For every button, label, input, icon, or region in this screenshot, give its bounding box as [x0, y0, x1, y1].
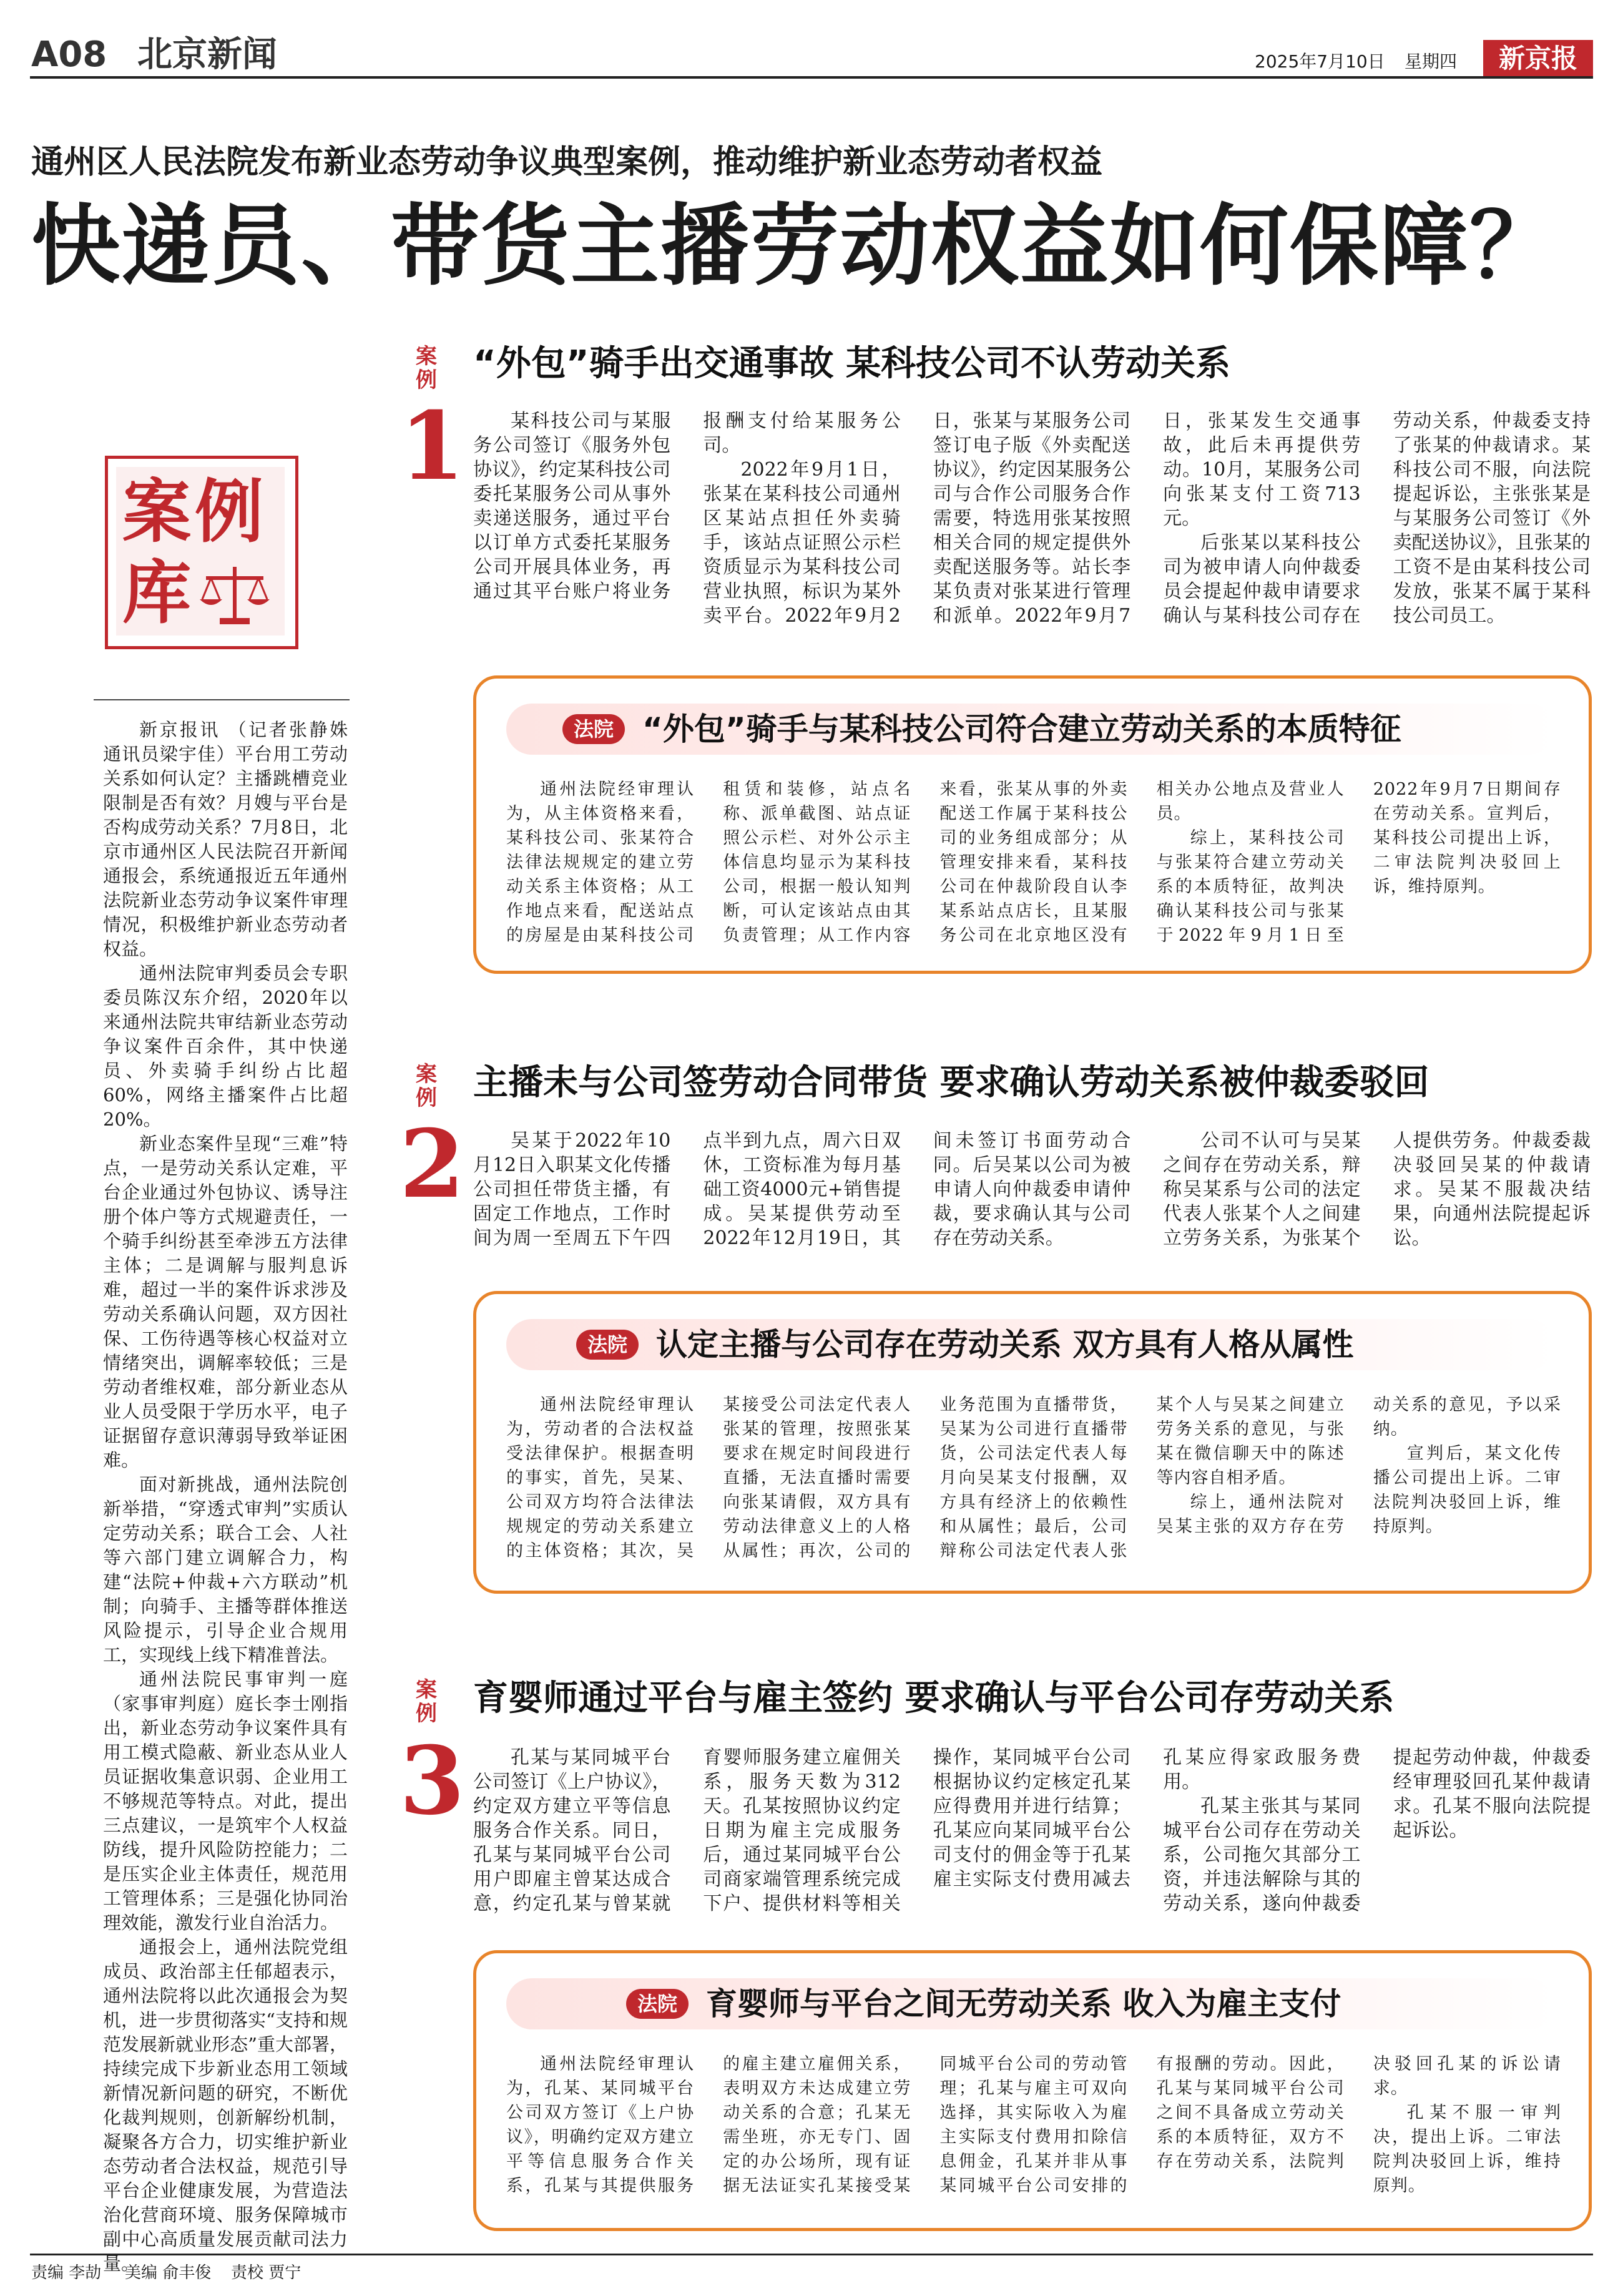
court-paragraph: 通州法院经审理认为，劳动者的合法权益受法律保护。根据查明的事实，首先，吴某、公司双方均符合法律法规规定的劳动关系建立的主体资格；其次，吴某接受公司法定代表人张某的管理，按照张某要求在规定时间段进行直播，无法直播时需要向张某请假，双方具有劳动法律意义上的人格从属性；再次，公司的业务范围为直播带货，吴某为公司进行直播带货，公司法定代表人每月向吴某支付报酬，双方具有经济上的依赖性和从属性；最后，公司辩称公司法定代表人张某个人与吴某之间建立劳务关系的意见，与张某在微信聊天中的陈述等内容自相矛盾。 [506, 1395, 1345, 1561]
case-body [473, 1745, 1591, 1920]
case-paragraph: 后张某以某科技公司为被申请人向仲裁委员会提起仲裁申请要求确认与某科技公司存在劳动关系，仲裁委支持了张某的仲裁请求。某科技公司不服，向法院提起诉讼，主张张某是与某服务公司签订《外卖配送协议》，且张某的工资不是由某科技公司发放，张某不属于某科技公司员工。 [1163, 410, 1591, 627]
case-label: 案例 [416, 344, 437, 393]
footer-designer: 美编 俞丰俊 [125, 2264, 212, 2282]
section-name: 北京新闻 [137, 34, 277, 75]
footer-proofreader: 责校 贾宁 [231, 2264, 302, 2282]
badge-line1: 案例 [122, 472, 267, 552]
court-ruling-box [473, 675, 1592, 974]
case-body [473, 1129, 1591, 1253]
court-body [506, 777, 1561, 952]
case-paragraph: 某科技公司与某服务公司签订《服务外包协议》，约定某科技公司委托某服务公司从事外卖递送服务，通过平台以订单方式委托某服务公司开展具体业务，再通过其平台账户将业务报酬支付给某服务公司。 [473, 410, 901, 602]
court-tag: 法院 [576, 1330, 639, 1360]
masthead-rule [30, 76, 1593, 79]
court-paragraph: 宣判后，某文化传播公司提出上诉。二审法院判决驳回上诉，维持原判。 [1373, 1444, 1561, 1536]
case-label: 案例 [416, 1062, 437, 1111]
lead-article [103, 718, 348, 2276]
case-paragraph: 公司不认可与吴某之间存在劳动关系，辩称吴某系与公司的法定代表人张某个人之间建立劳务关系，为张某个人提供劳务。仲裁委裁决驳回吴某的仲裁请求。吴某不服裁决结果，向通州法院提起诉讼。 [1163, 1130, 1591, 1249]
court-title: 育婴师与平台之间无劳动关系 收入为雇主支付 [706, 1986, 1341, 2022]
badge-line2: 库 [122, 553, 191, 633]
lead-top-rule [94, 699, 350, 700]
case-title: 育婴师通过平台与雇主签约 要求确认与平台公司存劳动关系 [473, 1678, 1395, 1719]
court-paragraph: 通州法院经审理认为，孔某、某同城平台公司双方签订《上户协议》，明确约定双方建立平等信息服务合作关系，孔某与其提供服务的雇主建立雇佣关系，表明双方未达成建立劳动关系的合意；孔某无需坐班，亦无专门、固定的办公场所，现有证据无法证实孔某接受某同城平台公司的劳动管理；孔某与雇主可双向选择，其实际收入为雇主实际支付费用扣除信息佣金，孔某并非从事某同城平台公司安排的有报酬的劳动。因此，孔某与某同城平台公司之间不具备成立劳动关系的本质特征，双方不存在劳动关系，法院判决驳回孔某的诉讼请求。 [506, 2054, 1561, 2195]
lead-paragraph: 通州法院审判委员会专职委员陈汉东介绍，2020年以来通州法院共审结新业态劳动争议案件百余件，其中快递员、外卖骑手纠纷占比超60%，网络主播案件占比超20%。 [103, 963, 348, 1130]
footer-rule [30, 2254, 1593, 2255]
court-ruling-box [473, 1291, 1592, 1594]
lead-paragraph: 新业态案件呈现“三难”特点，一是劳动关系认定难，平台企业通过外包协议、诱导注册个体户等方式规避责任，一个骑手纠纷甚至牵涉五方法律主体；二是调解与服判息诉难，超过一半的案件诉求涉及劳动关系确认问题，双方因社保、工伤待遇等核心权益对立情绪突出，调解率较低；三是劳动者维权难，部分新业态从业人员受限于学历水平，电子证据留存意识薄弱导致举证困难。 [103, 1133, 348, 1471]
court-paragraph: 通州法院经审理认为，从主体资格来看，某科技公司、张某符合法律法规规定的建立劳动关系主体资格；从工作地点来看，配送站点的房屋是由某科技公司租赁和装修，站点名称、派单截图、站点证照公示栏、对外公示主体信息均显示为某科技公司，根据一般认知判断，可认定该站点由其负责管理；从工作内容来看，张某从事的外卖配送工作属于某科技公司的业务组成部分；从管理安排来看，某科技公司在仲裁阶段自认李某系站点店长，且某服务公司在北京地区没有相关办公地点及营业人员。 [506, 780, 1345, 945]
court-body [506, 2052, 1561, 2214]
case-title: “外包”骑手出交通事故 某科技公司不认劳动关系 [473, 343, 1231, 384]
case-number: 3 [400, 1726, 465, 1836]
issue-weekday: 星期四 [1405, 51, 1458, 72]
footer-editor: 责编 李劼 [31, 2264, 102, 2282]
case-paragraph: 2022年9月1日，张某在某科技公司通州区某站点担任外卖骑手，该站点证照公示栏资质显示为某科技公司营业执照，标识为某外卖平台。2022年9月2日，张某与某服务公司签订电子版《外卖配送协议》，约定因某服务公司与合作公司服务合作需要，特选用张某按照相关合同的规定提供外卖配送服务等。站长李某负责对张某进行管理和派单。2022年9月7日，张某发生交通事故，此后未再提供劳动。10月，某服务公司向张某支付工资713元。 [703, 410, 1361, 627]
scales-of-justice-icon [197, 561, 272, 629]
lead-paragraph: 通报会上，通州法院党组成员、政治部主任郁超表示，通州法院将以此次通报会为契机，进一步贯彻落实“支持和规范发展新就业形态”重大部署，持续完成下步新业态用工领域新情况新问题的研究，不断优化裁判规则，创新解纷机制，凝聚各方合力，切实维护新业态劳动者合法权益，规范引导平台企业健康发展，为营造法治化营商环境、服务保障城市副中心高质量发展贡献司法力量。 [103, 1936, 348, 2274]
lead-paragraph: 通州法院民事审判一庭（家事审判庭）庭长李士刚指出，新业态劳动争议案件具有用工模式隐蔽、新业态从业人员证据收集意识弱、企业用工不够规范等特点。对此，提出三点建议，一是筑牢个人权益防线，提升风险防控能力；二是压实企业主体责任，规范用工管理体系；三是强化协同治理效能，激发行业自治活力。 [103, 1669, 348, 1933]
case-paragraph: 吴某于2022年10月12日入职某文化传播公司担任带货主播，有固定工作地点，工作时间为周一至周五下午四点半到九点，周六日双休，工资标准为每月基础工资4000元+销售提成。吴某提供劳动至2022年12月19日，其间未签订书面劳动合同。后吴某以公司为被申请人向仲裁委申请仲裁，要求确认其与公司存在劳动关系。 [473, 1130, 1131, 1249]
paper-logo: 新京报 [1483, 40, 1593, 77]
headline-subtitle: 通州区人民法院发布新业态劳动争议典型案例，推动维护新业态劳动者权益 [31, 144, 1103, 181]
case-library-badge [105, 456, 305, 655]
case-number: 2 [400, 1109, 465, 1219]
lead-paragraph: 新京报讯 （记者张静姝 通讯员梁宇佳）平台用工劳动关系如何认定？主播跳槽竞业限制是否有效？月嫂与平台是否构成劳动关系？7月8日，北京市通州区人民法院召开新闻通报会，系统通报近五年通州法院新业态劳动争议案件审理情况，积极维护新业态劳动者权益。 [103, 719, 348, 959]
court-paragraph: 综上，某科技公司与张某符合建立劳动关系的本质特征，故判决确认某科技公司与张某于2022年9月1日至2022年9月7日期间存在劳动关系。宣判后，某科技公司提出上诉，二审法院判决驳回上诉，维持原判。 [1156, 780, 1561, 945]
case-paragraph: 孔某与某同城平台公司签订《上户协议》，约定双方建立平等信息服务合作关系。同日，孔某与某同城平台公司用户即雇主曾某达成合意，约定孔某与曾某就育婴师服务建立雇佣关系，服务天数为312天。孔某按照协议约定日期为雇主完成服务后，通过某同城平台公司商家端管理系统完成下户、提供材料等相关操作，某同城平台公司根据协议约定核定孔某应得费用并进行结算；孔某应向某同城平台公司支付的佣金等于孔某雇主实际支付费用减去孔某应得家政服务费用。 [473, 1747, 1361, 1915]
issue-date: 2025年7月10日 [1255, 51, 1385, 72]
court-paragraph: 孔某不服一审判决，提出上诉。二审法院判决驳回上诉，维持原判。 [1373, 2103, 1561, 2195]
court-ruling-box [473, 1950, 1592, 2231]
court-body [506, 1393, 1561, 1574]
court-title: “外包”骑手与某科技公司符合建立劳动关系的本质特征 [642, 711, 1401, 747]
case-paragraph: 孔某主张其与某同城平台公司存在劳动关系，公司拖欠其部分工资，并违法解除与其的劳动关系，遂向仲裁委提起劳动仲裁，仲裁委经审理驳回孔某仲裁请求。孔某不服向法院提起诉讼。 [1163, 1747, 1591, 1915]
court-title: 认定主播与公司存在劳动关系 双方具有人格从属性 [656, 1327, 1354, 1363]
court-tag: 法院 [562, 714, 625, 744]
page-number: A08 [31, 34, 107, 75]
headline-title: 快递员、带货主播劳动权益如何保障？ [31, 195, 1559, 298]
case-number: 1 [400, 391, 465, 501]
court-paragraph: 综上，通州法院对吴某主张的双方存在劳动关系的意见，予以采纳。 [1156, 1395, 1561, 1536]
case-body [473, 409, 1591, 640]
case-label: 案例 [416, 1677, 437, 1726]
case-title: 主播未与公司签劳动合同带货 要求确认劳动关系被仲裁委驳回 [473, 1062, 1429, 1103]
lead-paragraph: 面对新挑战，通州法院创新举措，“穿透式审判”实质认定劳动关系；联合工会、人社等六部门建立调解合力，构建“法院+仲裁+六方联动”机制；向骑手、主播等群体推送风险提示，引导企业合规用工，实现线上线下精准普法。 [103, 1474, 348, 1666]
court-tag: 法院 [626, 1989, 689, 2019]
